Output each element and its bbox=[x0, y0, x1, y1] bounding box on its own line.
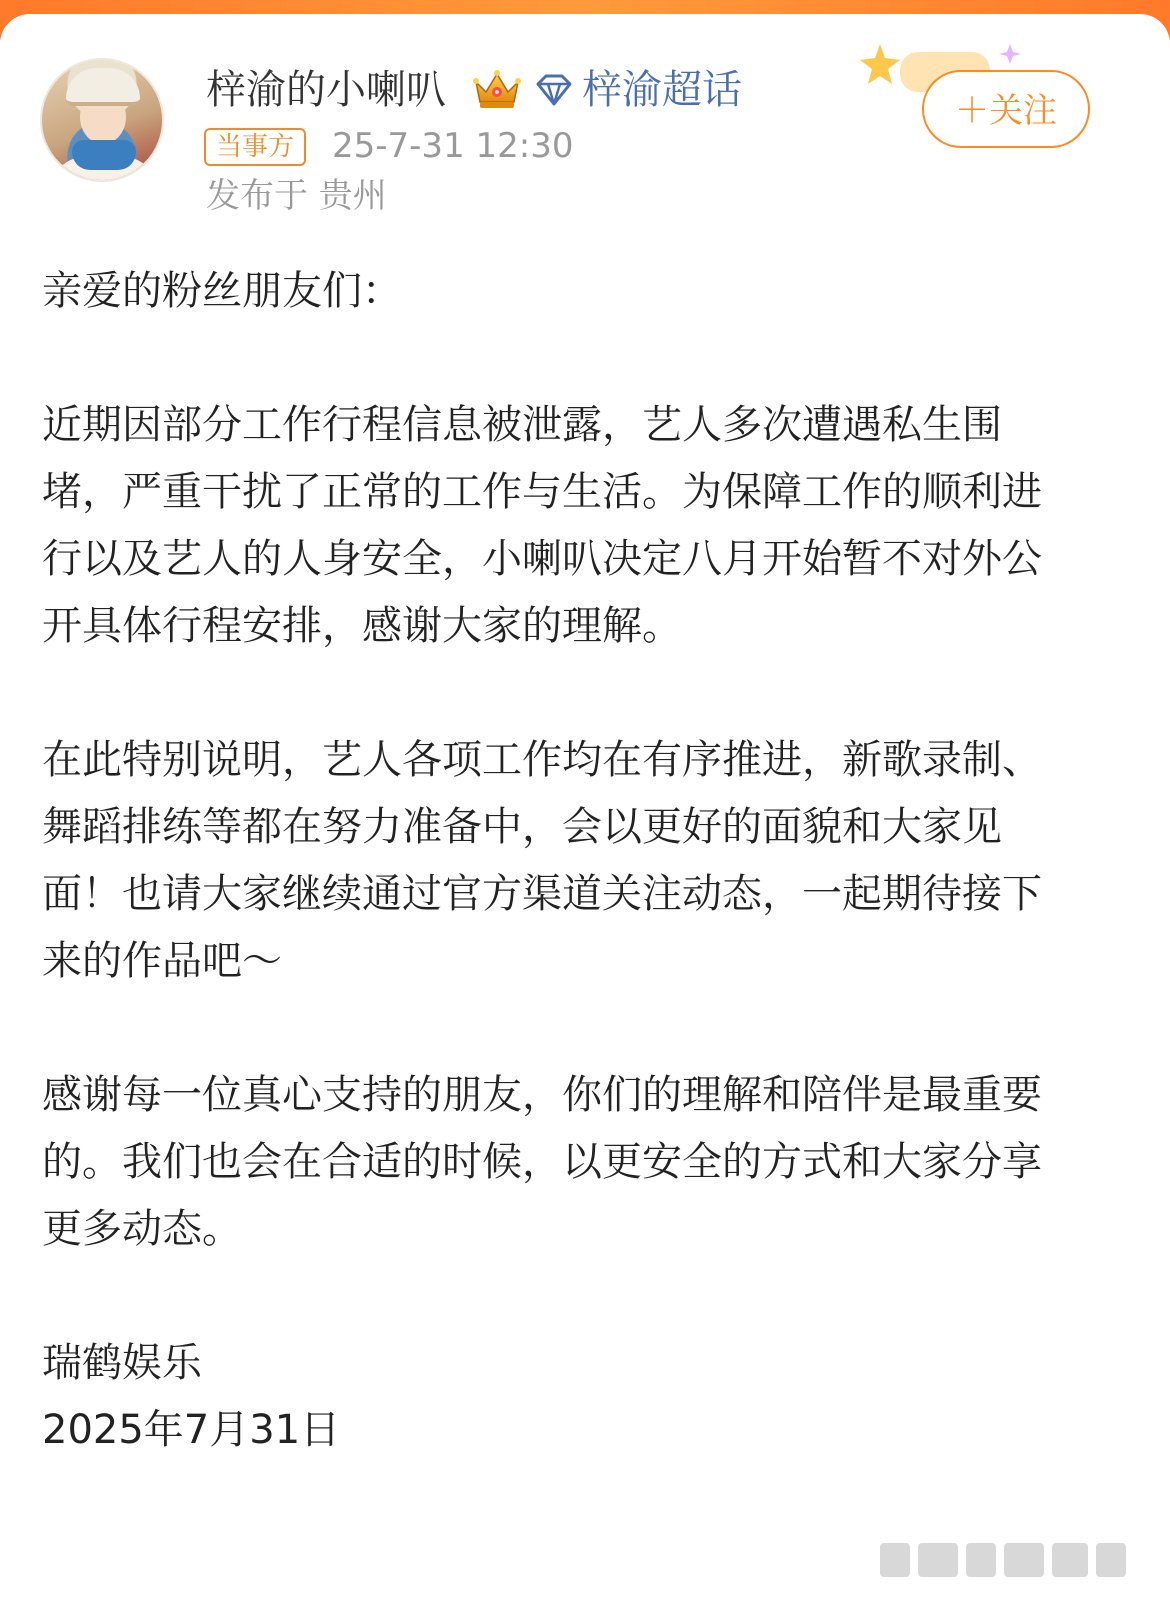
post-paragraph-3: 感谢每一位真心支持的朋友，你们的理解和陪伴是最重要的。我们也会在合适的时候，以更安全的方式和大家分享更多动态。 bbox=[42, 1072, 1042, 1252]
post-timestamp: 25-7-31 12:30 bbox=[332, 126, 574, 166]
post-location: 发布于 贵州 bbox=[206, 176, 387, 216]
post-body bbox=[42, 258, 1072, 1464]
follow-button[interactable]: ＋关注 bbox=[922, 70, 1090, 148]
post-paragraph-2: 在此特别说明，艺人各项工作均在有序推进，新歌录制、舞蹈排练等都在努力准备中，会以更好的面貌和大家见面！也请大家继续通过官方渠道关注动态，一起期待接下来的作品吧～ bbox=[42, 737, 1042, 984]
blurred-watermark bbox=[880, 1540, 1140, 1580]
super-topic-link[interactable]: 梓渝超话 bbox=[582, 67, 742, 113]
avatar-hat bbox=[66, 68, 140, 106]
diamond-icon bbox=[534, 72, 574, 108]
post-paragraph-1: 近期因部分工作行程信息被泄露，艺人多次遭遇私生围堵，严重干扰了正常的工作与生活。为保障工作的顺利进行以及艺人的人身安全，小喇叭决定八月开始暂不对外公开具体行程安排，感谢大家的理解。 bbox=[42, 402, 1042, 649]
avatar-scarf bbox=[72, 140, 136, 170]
crown-icon bbox=[470, 68, 524, 112]
author-name[interactable]: 梓渝的小喇叭 bbox=[206, 67, 446, 113]
post-greeting: 亲爱的粉丝朋友们： bbox=[42, 268, 402, 314]
avatar[interactable] bbox=[40, 58, 164, 182]
post-signature: 瑞鹤娱乐 bbox=[42, 1340, 202, 1386]
post-date: 2025年7月31日 bbox=[42, 1407, 341, 1453]
party-badge: 当事方 bbox=[204, 128, 306, 166]
